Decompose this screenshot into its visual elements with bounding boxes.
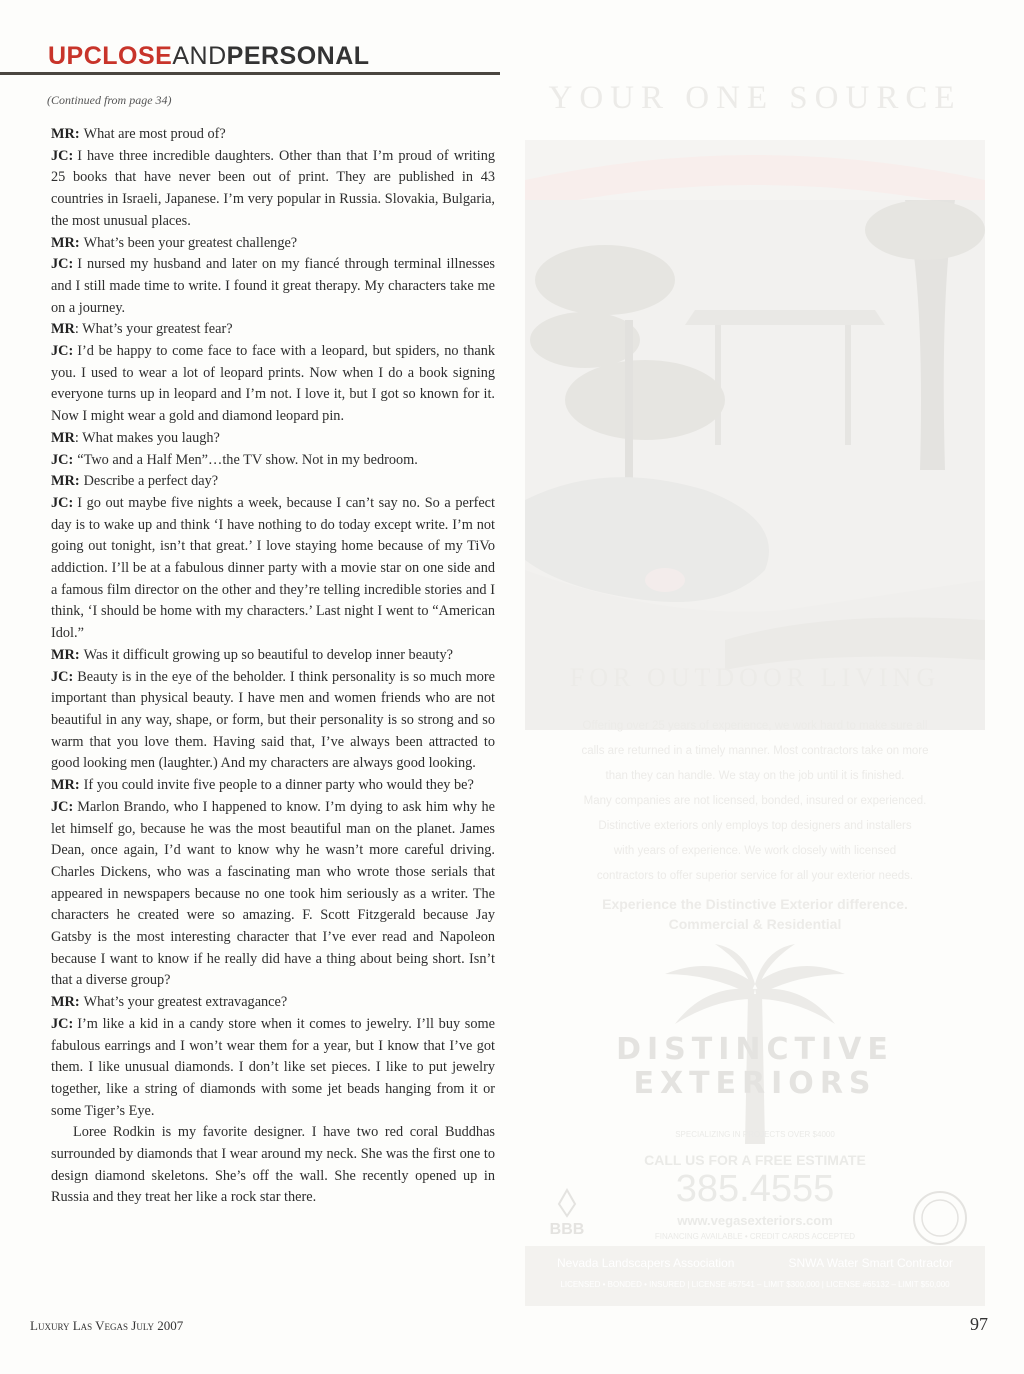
- speaker-label: JC:: [51, 1015, 74, 1032]
- ad-subhead: FOR OUTDOOR LIVING: [569, 663, 941, 692]
- speaker-label: MR: [51, 429, 75, 446]
- ad-tagline-line: Experience the Distinctive Exterior difference.: [602, 896, 908, 912]
- speaker-label: MR:: [51, 473, 80, 490]
- paragraph-text: Marlon Brando, who I happened to know. I’m dying to ask him why he let himself go, because he was the most beautiful man on the planet. James Dean, once again, I’d want to know why he wasn’t more careful driving. Charles Dickens, who was a fascinating man who wrote those serials that appeared in newspapers because no one took him seriously as a writer. The characters he created were so amazing. F. Scott Fitzgerald because Jay Gatsby is the most interesting character that I’ve ever read and Napoleon because I want to know if he really did have a thing about being short. Isn’t that a diverse group?: [51, 798, 495, 989]
- speaker-label: JC:: [51, 256, 74, 273]
- ad-association-bar: [525, 1246, 985, 1306]
- page-number: 97: [970, 1314, 988, 1334]
- continued-note: (Continued from page 34): [47, 93, 172, 107]
- landscape-image: [525, 140, 985, 730]
- paragraph-text: I’m like a kid in a candy store when it comes to jewelry. I’ll buy some fabulous earrings and I won’t wear them for a year, but I know that I’ve got them. I like unusual diamonds. I don’t like set pieces. I like to put jewelry together, like a string of diamonds with some jet beads hanging from it or some Tiger’s Eye.: [51, 1015, 495, 1119]
- ad-association: Nevada Landscapers Association: [557, 1256, 735, 1270]
- paragraph-text: Was it difficult growing up so beautiful to develop inner beauty?: [83, 646, 454, 663]
- ad-body-text: [575, 714, 935, 889]
- qa-paragraph: [51, 1014, 495, 1123]
- ad-body-line: than they can handle. We stay on the job until it is finished.: [605, 770, 905, 782]
- speaker-label: MR:: [51, 646, 80, 663]
- paragraph-text: What are most proud of?: [83, 126, 226, 142]
- brand-name-line2: EXTERIORS: [633, 1066, 877, 1101]
- qa-paragraph: [51, 146, 495, 233]
- qa-paragraph: [51, 233, 495, 255]
- qa-paragraph: [51, 254, 495, 319]
- ad-body-line: Offering over 25 years of experience, we work hard to make sure all: [582, 720, 928, 732]
- ad-tagline: [555, 894, 955, 934]
- paragraph-text: Describe a perfect day?: [83, 473, 219, 490]
- speaker-label: JC:: [51, 147, 74, 164]
- qa-paragraph: [51, 775, 495, 797]
- qa-paragraph: [51, 124, 495, 146]
- qa-paragraph: [51, 319, 495, 341]
- qa-paragraph: [51, 667, 495, 776]
- speaker-label: JC:: [51, 798, 74, 815]
- qa-paragraph: [51, 797, 495, 992]
- ad-tagline-line: Commercial & Residential: [668, 916, 842, 932]
- speaker-label: JC:: [51, 494, 74, 511]
- qa-paragraph: [51, 471, 495, 493]
- header-rule: [0, 72, 500, 75]
- paragraph-text: If you could invite five people to a dinner party who would they be?: [83, 777, 474, 794]
- ad-association-row: [525, 1246, 985, 1270]
- paragraph-text: : What’s your greatest fear?: [74, 321, 233, 338]
- ad-cta: CALL US FOR A FREE ESTIMATE: [644, 1152, 866, 1168]
- seal-icon: [910, 1188, 970, 1248]
- ad-headline: YOUR ONE SOURCE: [548, 80, 962, 116]
- speaker-label: MR:: [51, 234, 80, 251]
- ad-association: SNWA Water Smart Contractor: [788, 1256, 953, 1270]
- paragraph-text: Beauty is in the eye of the beholder. I think personality is so much more important than physical beauty. I have men and women friends who are not beautiful in any way, shape, or form, but their personality is so strong and so warm that you love them. Having said that, I’ve always been attracted to good looking men (laughter.) And my characters are always good looking.: [51, 668, 495, 772]
- paragraph-text: “Two and a Half Men”…the TV show. Not in my bedroom.: [77, 451, 418, 468]
- qa-paragraph: [51, 450, 495, 472]
- qa-paragraph: [51, 428, 495, 450]
- ad-body-line: with years of experience. We work closely with licensed: [613, 845, 897, 857]
- section-header: [0, 0, 500, 80]
- paragraph-text: I’d be happy to come face to face with a leopard, but spiders, no thank you. I used to wear a lot of leopard prints. Now when I do a book signing everyone turns up in leopard and I’m not. I love it, but I got so known for it. Now I might wear a gold and diamond leopard pin.: [51, 343, 495, 425]
- qa-paragraph: [51, 645, 495, 667]
- ad-website: www.vegasexteriors.com: [677, 1213, 833, 1228]
- paragraph-text: What’s been your greatest challenge?: [83, 234, 298, 251]
- bbb-label: BBB: [549, 1221, 585, 1238]
- ad-photo: [525, 140, 985, 730]
- brand-name-line1: DISTINCTIVE: [616, 1032, 894, 1067]
- speaker-label: JC:: [51, 451, 74, 468]
- speaker-label: JC:: [51, 343, 74, 360]
- article-body: [51, 124, 495, 1209]
- ad-body-line: contractors to offer superior service for all your exterior needs.: [596, 870, 914, 882]
- advertisement: [525, 78, 985, 1306]
- speaker-label: MR:: [51, 777, 80, 794]
- paragraph-text: : What makes you laugh?: [74, 429, 220, 446]
- paragraph-text: I nursed my husband and later on my fiancé through terminal illnesses and I still made time to write. I found it great therapy. My characters take me on a journey.: [51, 256, 495, 316]
- ad-financing: FINANCING AVAILABLE • CREDIT CARDS ACCEPTED: [654, 1232, 856, 1241]
- paragraph-text: I have three incredible daughters. Other than that I’m proud of writing 25 books that have never been out of print. They are published in 43 countries in Israeli, Japanese. I’m very popular in Russia. Slovakia, Bulgaria, the most unusual places.: [51, 147, 495, 229]
- footer-publication: Luxury Las Vegas July 2007: [30, 1318, 184, 1333]
- ad-specializing: SPECIALIZING IN PROJECTS OVER $4000: [675, 1130, 835, 1139]
- title-upclose: UPCLOSE: [48, 42, 173, 70]
- speaker-label: MR: [51, 321, 75, 338]
- speaker-label: MR:: [51, 994, 80, 1011]
- closing-paragraph: Loree Rodkin is my favorite designer. I have two red coral Buddhas surrounded by diamonds that I wear around my neck. She was the first one to design diamond skeletons. She’s off the wall. She recently opened up in Russia and they treat her like a rock star there.: [51, 1124, 495, 1206]
- bbb-logo-icon: [537, 1186, 597, 1246]
- ad-phone: 385.4555: [675, 1168, 835, 1210]
- title-and: AND: [172, 42, 227, 70]
- section-title: [48, 42, 370, 70]
- ad-licenses: LICENSED • BONDED • INSURED | LICENSE #57541 – LIMIT $300,000 | LICENSE #65132 – LIMIT $50,000: [560, 1280, 950, 1289]
- ad-body-line: Many companies are not licensed, bonded, insured or experienced.: [583, 795, 927, 807]
- speaker-label: JC:: [51, 668, 74, 685]
- paragraph-text: What’s your greatest extravagance?: [83, 994, 288, 1011]
- qa-paragraph: [51, 992, 495, 1014]
- ad-body-line: calls are returned in a timely manner. Most contractors take on more: [581, 745, 929, 757]
- ad-body-line: Distinctive exteriors only employs top designers and installers: [598, 820, 912, 832]
- speaker-label: MR:: [51, 126, 80, 142]
- qa-paragraph: [51, 493, 495, 645]
- title-personal: PERSONAL: [226, 42, 370, 70]
- paragraph-text: I go out maybe five nights a week, because I can’t say no. So a perfect day is to wake up and think ‘I have nothing to do today except write. I’m not going out tonight, isn’t that great.’ I love staying home because of my TiVo addiction. I’ll be at a fabulous dinner party with a movie star on one side and a famous film director on the other and they’re telling incredible stories and I think, ‘I should be home with my characters.’ Last night I went to “American Idol.”: [51, 494, 495, 642]
- qa-paragraph: [51, 341, 495, 428]
